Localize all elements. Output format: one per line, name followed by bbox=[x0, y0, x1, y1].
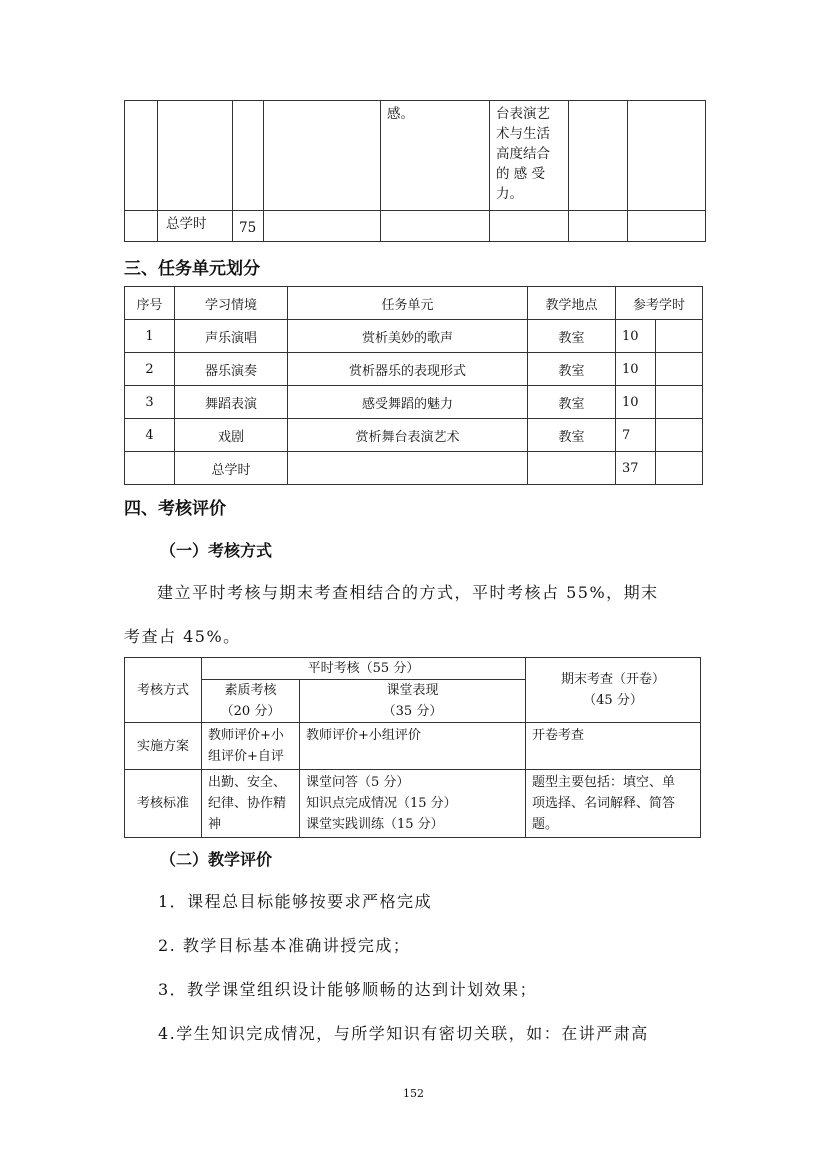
subsection-heading: （一）考核方式 bbox=[160, 541, 273, 560]
row-label: 考核标准 bbox=[125, 770, 202, 838]
table-cell: 器乐演奏 bbox=[175, 353, 288, 386]
total-hours-value: 75 bbox=[233, 211, 264, 242]
table-cell bbox=[381, 211, 490, 242]
table-cell bbox=[125, 452, 175, 485]
list-item: 1．课程总目标能够按要求严格完成 bbox=[158, 892, 433, 911]
assessment-table bbox=[124, 657, 701, 838]
table-cell: 10 bbox=[616, 320, 656, 353]
table-cell bbox=[158, 101, 233, 211]
total-hours-value: 37 bbox=[616, 452, 656, 485]
table-cell bbox=[656, 353, 703, 386]
table-row bbox=[125, 353, 703, 386]
quality-assessment-header: 素质考核 （20 分） bbox=[202, 680, 300, 723]
table-cell: 课堂问答（5 分） 知识点完成情况（15 分） 课堂实践训练（15 分） bbox=[300, 770, 526, 838]
table-cell: 舞蹈表演 bbox=[175, 386, 288, 419]
table-cell bbox=[656, 452, 703, 485]
table-cell bbox=[490, 211, 569, 242]
table-cell bbox=[656, 320, 703, 353]
table-row bbox=[125, 419, 703, 452]
table-cell: 教室 bbox=[528, 386, 616, 419]
course-hours-table bbox=[124, 100, 706, 242]
paragraph-line: 建立平时考核与期末考查相结合的方式，平时考核占 55%，期末 bbox=[157, 583, 659, 602]
table-cell: 赏析美妙的歌声 bbox=[288, 320, 528, 353]
table-cell bbox=[288, 452, 528, 485]
header-cell: 序号 bbox=[125, 287, 175, 320]
table-cell: 感。 bbox=[381, 101, 490, 211]
table-cell bbox=[569, 211, 628, 242]
table-cell: 教室 bbox=[528, 353, 616, 386]
table-cell: 赏析器乐的表现形式 bbox=[288, 353, 528, 386]
final-exam-header: 期末考查（开卷） （45 分） bbox=[526, 658, 701, 723]
table-cell: 教室 bbox=[528, 419, 616, 452]
table-cell: 3 bbox=[125, 386, 175, 419]
total-hours-label: 总学时 bbox=[158, 211, 233, 242]
list-item: 2. 教学目标基本准确讲授完成； bbox=[158, 936, 411, 955]
header-cell: 教学地点 bbox=[528, 287, 616, 320]
table-cell bbox=[656, 419, 703, 452]
table-header-row bbox=[125, 287, 703, 320]
class-performance-header: 课堂表现 （35 分） bbox=[300, 680, 526, 723]
task-unit-table bbox=[124, 286, 703, 485]
table-cell bbox=[628, 101, 706, 211]
table-cell: 开卷考查 bbox=[526, 723, 701, 770]
table-cell: 7 bbox=[616, 419, 656, 452]
table-cell bbox=[528, 452, 616, 485]
table-cell: 声乐演唱 bbox=[175, 320, 288, 353]
total-hours-label: 总学时 bbox=[175, 452, 288, 485]
table-cell: 教师评价+小 组评价+自评 bbox=[202, 723, 300, 770]
table-cell bbox=[656, 386, 703, 419]
table-cell: 教室 bbox=[528, 320, 616, 353]
table-row bbox=[125, 320, 703, 353]
table-cell bbox=[264, 101, 381, 211]
table-cell bbox=[569, 101, 628, 211]
table-cell: 教师评价+小组评价 bbox=[300, 723, 526, 770]
paragraph-line: 考查占 45%。 bbox=[124, 627, 241, 646]
subsection-heading: （二）教学评价 bbox=[160, 850, 273, 869]
table-cell: 题型主要包括：填空、单 项选择、名词解释、简答 题。 bbox=[526, 770, 701, 838]
section-heading: 四、考核评价 bbox=[124, 499, 226, 519]
table-cell: 10 bbox=[616, 353, 656, 386]
table-cell: 4 bbox=[125, 419, 175, 452]
table-cell: 感受舞蹈的魅力 bbox=[288, 386, 528, 419]
table-cell: 10 bbox=[616, 386, 656, 419]
header-cell: 学习情境 bbox=[175, 287, 288, 320]
table-cell bbox=[233, 101, 264, 211]
section-heading: 三、任务单元划分 bbox=[124, 259, 260, 279]
list-item: 4.学生知识完成情况，与所学知识有密切关联，如：在讲严肃高 bbox=[158, 1024, 649, 1043]
table-cell bbox=[264, 211, 381, 242]
table-cell: 赏析舞台表演艺术 bbox=[288, 419, 528, 452]
page-number: 152 bbox=[403, 1087, 424, 1100]
method-header: 考核方式 bbox=[125, 658, 202, 723]
row-label: 实施方案 bbox=[125, 723, 202, 770]
table-cell: 1 bbox=[125, 320, 175, 353]
header-cell: 任务单元 bbox=[288, 287, 528, 320]
table-cell-vertical-text: 台表演艺 术与生活 高度结合 的 感 受 力。 bbox=[490, 101, 569, 211]
table-cell bbox=[125, 101, 158, 211]
table-total-row bbox=[125, 452, 703, 485]
table-row bbox=[125, 386, 703, 419]
table-cell: 戏剧 bbox=[175, 419, 288, 452]
list-item: 3．教学课堂组织设计能够顺畅的达到计划效果； bbox=[158, 980, 538, 999]
header-cell: 参考学时 bbox=[616, 287, 703, 320]
table-cell bbox=[628, 211, 706, 242]
table-cell: 2 bbox=[125, 353, 175, 386]
table-cell bbox=[125, 211, 158, 242]
table-cell: 出勤、安全、 纪律、协作精 神 bbox=[202, 770, 300, 838]
regular-assessment-header: 平时考核（55 分） bbox=[202, 658, 526, 680]
